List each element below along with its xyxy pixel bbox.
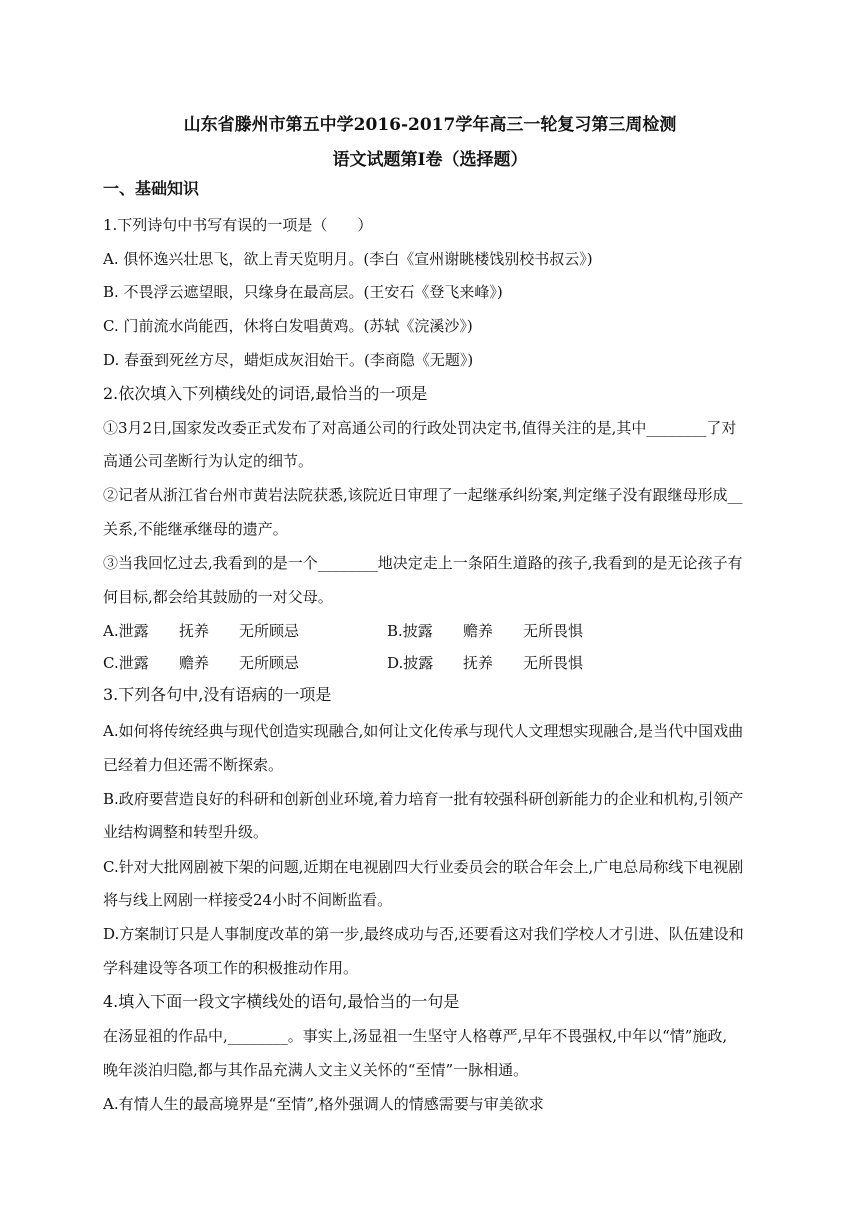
option-d-word-1: D.披露	[387, 654, 434, 672]
question-4-passage-line-1: 在汤显祖的作品中,________。事实上,汤显祖一生坚守人格尊严,早年不畏强权,中年以“情”施政,	[103, 1027, 728, 1045]
question-2-item-3-line-2: 何目标,都会给其鼓励的一对父母。	[103, 588, 333, 606]
option-d-word-3: 无所畏惧	[523, 654, 584, 672]
exam-title: 山东省滕州市第五中学2016-2017学年高三一轮复习第三周检测	[183, 115, 677, 135]
question-1-option-c: C. 门前流水尚能西，休将白发唱黄鸡。(苏轼《浣溪沙》)	[103, 317, 473, 335]
option-c-word-2: 赡养	[179, 654, 210, 672]
question-4-option-a: A.有情人生的最高境界是“至情”,格外强调人的情感需要与审美欲求	[103, 1095, 544, 1113]
option-b-word-1: B.披露	[387, 622, 433, 640]
option-a-word-2: 抚养	[179, 622, 210, 640]
question-4-stem: 4.填入下面一段文字横线处的语句,最恰当的一句是	[103, 992, 460, 1011]
option-d-word-2: 抚养	[463, 654, 494, 672]
question-3-option-c-line-1: C.针对大批网剧被下架的问题,近期在电视剧四大行业委员会的联合年会上,广电总局称线下电视剧	[103, 858, 744, 876]
question-3-stem: 3.下列各句中,没有语病的一项是	[103, 685, 332, 704]
exam-subtitle: 语文试题第I卷（选择题）	[332, 150, 528, 170]
question-1-option-d: D. 春蚕到死丝方尽，蜡炬成灰泪始干。(李商隐《无题》)	[103, 351, 474, 369]
question-1-stem: 1.下列诗句中书写有误的一项是（ ）	[103, 216, 373, 234]
option-c-word-1: C.泄露	[103, 654, 149, 672]
question-2-item-3-line-1: ③当我回忆过去,我看到的是一个________地决定走上一条陌生道路的孩子,我看到的是无论孩子有	[103, 554, 743, 572]
option-a-word-3: 无所顾忌	[239, 622, 300, 640]
option-b-word-2: 赡养	[463, 622, 494, 640]
option-b-word-3: 无所畏惧	[523, 622, 584, 640]
question-2-item-1-line-1: ①3月2日,国家发改委正式发布了对高通公司的行政处罚决定书,值得关注的是,其中________了对	[103, 419, 737, 437]
question-2-item-1-line-2: 高通公司垄断行为认定的细节。	[103, 452, 314, 470]
question-1-option-a: A. 俱怀逸兴壮思飞，欲上青天览明月。(李白《宣州谢眺楼饯别校书叔云》)	[103, 250, 593, 268]
question-4-passage-line-2: 晚年淡泊归隐,都与其作品充满人文主义关怀的“至情”一脉相通。	[103, 1061, 529, 1079]
section-heading: 一、基础知识	[103, 179, 200, 198]
question-2-item-2-line-1: ②记者从浙江省台州市黄岩法院获悉,该院近日审理了一起继承纠纷案,判定继子没有跟继母形成__	[103, 486, 743, 504]
question-2-item-2-line-2: 关系,不能继承继母的遗产。	[103, 520, 288, 538]
question-1-option-b: B. 不畏浮云遮望眼，只缘身在最高层。(王安石《登飞来峰》)	[103, 283, 503, 301]
question-3-option-d-line-1: D.方案制订只是人事制度改革的第一步,最终成功与否,还要看这对我们学校人才引进、队伍建设和	[103, 925, 744, 943]
question-3-option-c-line-2: 将与线上网剧一样接受24小时不间断监看。	[103, 891, 393, 909]
question-3-option-a-line-1: A.如何将传统经典与现代创造实现融合,如何让文化传承与现代人文理想实现融合,是当代中国戏曲	[103, 722, 744, 740]
option-c-word-3: 无所顾忌	[239, 654, 300, 672]
option-a-word-1: A.泄露	[103, 622, 149, 640]
question-3-option-b-line-1: B.政府要营造良好的科研和创新创业环境,着力培育一批有较强科研创新能力的企业和机构,引领产	[103, 790, 744, 808]
question-3-option-d-line-2: 学科建设等各项工作的积极推动作用。	[103, 959, 359, 977]
question-2-stem: 2.依次填入下列横线处的词语,最恰当的一项是	[103, 384, 428, 403]
question-3-option-b-line-2: 业结构调整和转型升级。	[103, 823, 269, 841]
question-3-option-a-line-2: 已经着力但还需不断探索。	[103, 756, 284, 774]
